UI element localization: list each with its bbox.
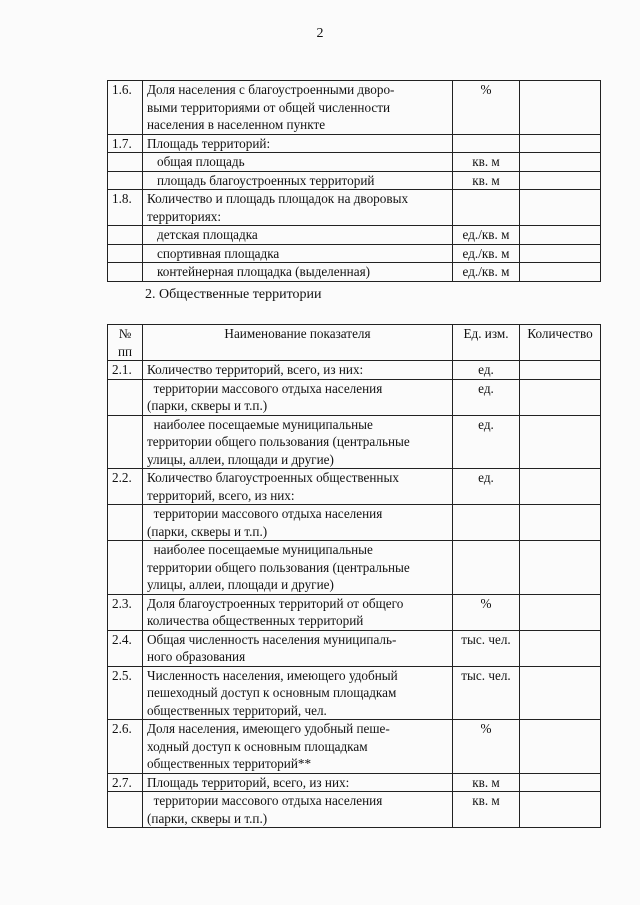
indicator-text-line: спортивная площадка <box>157 245 280 261</box>
indicator-text-line: ходный доступ к основным площадкам <box>147 738 368 754</box>
indicators-table-yards <box>107 80 601 282</box>
indicator-text-line: площадь благоустроенных территорий <box>157 172 375 188</box>
table-row <box>108 792 601 828</box>
indicator-text-line: Количество и площадь площадок на дворовых <box>147 191 409 206</box>
row-quantity-cell[interactable] <box>520 469 601 505</box>
indicator-text-line: Доля благоустроенных территорий от общего <box>147 595 404 611</box>
row-indicator-name <box>143 153 453 172</box>
table-row <box>108 134 601 153</box>
row-unit: % <box>453 720 520 774</box>
indicator-text-line: (парки, скверы и т.п.) <box>147 523 268 539</box>
indicator-text-line: общественных территорий** <box>147 756 312 771</box>
row-number <box>108 171 143 190</box>
indicator-text-line: наиболее посещаемые муниципальные <box>147 542 373 557</box>
row-quantity-cell[interactable] <box>520 630 601 666</box>
row-indicator-name <box>143 190 453 226</box>
row-indicator-name <box>143 720 453 774</box>
indicator-text-line: общая площадь <box>157 154 245 169</box>
indicator-text-line: территории общего пользования (центральные <box>147 434 410 449</box>
row-number <box>108 226 143 245</box>
row-unit: кв. м <box>453 171 520 190</box>
row-unit: % <box>453 594 520 630</box>
row-unit: ед./кв. м <box>453 263 520 282</box>
row-quantity-cell[interactable] <box>520 153 601 172</box>
row-quantity-cell[interactable] <box>520 361 601 380</box>
table-row <box>108 361 601 380</box>
row-number <box>108 505 143 541</box>
indicator-text-line: территории массового отдыха населения <box>147 380 383 396</box>
indicator-text-line: Количество благоустроенных общественных <box>147 470 399 485</box>
row-indicator-name <box>143 244 453 263</box>
indicator-text-line: количества общественных территорий <box>147 613 364 628</box>
indicator-text-line: Доля населения с благоустроенными дворо- <box>147 82 395 97</box>
table-row <box>108 666 601 720</box>
row-indicator-name <box>143 134 453 153</box>
indicator-text-line: территории массового отдыха населения <box>147 793 383 808</box>
row-unit <box>453 541 520 595</box>
row-quantity-cell[interactable] <box>520 594 601 630</box>
row-unit: ед. <box>453 415 520 469</box>
row-unit <box>453 190 520 226</box>
indicator-text-line: улицы, аллеи, площади и другие) <box>147 577 334 592</box>
row-indicator-name <box>143 505 453 541</box>
row-number: 2.1. <box>108 361 143 380</box>
header-unit: Ед. изм. <box>453 325 520 361</box>
row-unit: кв. м <box>453 153 520 172</box>
indicator-text-line: Доля населения, имеющего удобный пеше- <box>147 721 390 736</box>
indicator-text-line: контейнерная площадка (выделенная) <box>157 264 371 279</box>
row-number <box>108 244 143 263</box>
table-row <box>108 153 601 172</box>
indicators-table-public <box>107 324 601 828</box>
row-unit: кв. м <box>453 792 520 828</box>
indicator-text-line: наиболее посещаемые муниципальные <box>147 416 373 432</box>
row-quantity-cell[interactable] <box>520 171 601 190</box>
row-quantity-cell[interactable] <box>520 190 601 226</box>
row-number <box>108 415 143 469</box>
indicator-text-line: территории массового отдыха населения <box>147 506 383 521</box>
row-number <box>108 379 143 415</box>
row-quantity-cell[interactable] <box>520 134 601 153</box>
table-row <box>108 541 601 595</box>
row-number: 1.7. <box>108 134 143 153</box>
row-number: 2.2. <box>108 469 143 505</box>
indicator-text-line: пешеходный доступ к основным площадкам <box>147 685 397 700</box>
row-number: 1.6. <box>108 81 143 135</box>
row-number: 1.8. <box>108 190 143 226</box>
table-row <box>108 720 601 774</box>
row-quantity-cell[interactable] <box>520 541 601 595</box>
row-indicator-name <box>143 226 453 245</box>
indicator-text-line: ного образования <box>147 649 246 664</box>
table-row <box>108 171 601 190</box>
row-indicator-name <box>143 666 453 720</box>
row-number: 2.4. <box>108 630 143 666</box>
header-number-line: № <box>118 326 132 341</box>
row-unit: ед./кв. м <box>453 244 520 263</box>
row-number: 2.5. <box>108 666 143 720</box>
row-number: 2.6. <box>108 720 143 774</box>
row-unit: ед. <box>453 469 520 505</box>
table-row <box>108 379 601 415</box>
indicator-text-line: территориях: <box>147 208 222 224</box>
row-indicator-name <box>143 263 453 282</box>
row-indicator-name <box>143 81 453 135</box>
indicator-text-line: (парки, скверы и т.п.) <box>147 810 268 826</box>
indicator-text-line: (парки, скверы и т.п.) <box>147 398 268 413</box>
header-number <box>108 325 143 361</box>
row-number <box>108 541 143 595</box>
indicator-text-line: детская площадка <box>157 227 258 242</box>
table-row <box>108 81 601 135</box>
row-number: 2.3. <box>108 594 143 630</box>
indicator-text-line: Количество территорий, всего, из них: <box>147 362 364 377</box>
indicator-text-line: общественных территорий, чел. <box>147 702 327 718</box>
indicator-text-line: территорий, всего, из них: <box>147 487 295 503</box>
table-row <box>108 263 601 282</box>
row-quantity-cell[interactable] <box>520 415 601 469</box>
table-row <box>108 244 601 263</box>
table-row <box>108 226 601 245</box>
row-quantity-cell[interactable] <box>520 263 601 282</box>
table-header-row <box>108 325 601 361</box>
row-quantity-cell[interactable] <box>520 666 601 720</box>
table-row <box>108 594 601 630</box>
indicator-text-line: выми территориями от общей численности <box>147 99 391 115</box>
table-row <box>108 773 601 792</box>
row-quantity-cell[interactable] <box>520 720 601 774</box>
table-row <box>108 469 601 505</box>
row-quantity-cell[interactable] <box>520 379 601 415</box>
row-unit: кв. м <box>453 773 520 792</box>
indicator-text-line: населения в населенном пункте <box>147 117 326 132</box>
indicator-text-line: улицы, аллеи, площади и другие) <box>147 451 334 467</box>
table-row <box>108 630 601 666</box>
table-row <box>108 415 601 469</box>
table-row <box>108 190 601 226</box>
row-indicator-name <box>143 792 453 828</box>
section-heading: 2. Общественные территории <box>145 287 322 302</box>
row-indicator-name <box>143 541 453 595</box>
table-row <box>108 505 601 541</box>
row-quantity-cell[interactable] <box>520 81 601 135</box>
row-unit <box>453 134 520 153</box>
indicator-text-line: Площадь территорий, всего, из них: <box>147 774 350 790</box>
row-quantity-cell[interactable] <box>520 773 601 792</box>
row-number <box>108 792 143 828</box>
row-unit: ед./кв. м <box>453 226 520 245</box>
row-indicator-name <box>143 361 453 380</box>
row-indicator-name <box>143 379 453 415</box>
row-unit <box>453 505 520 541</box>
row-indicator-name <box>143 773 453 792</box>
row-indicator-name <box>143 469 453 505</box>
row-indicator-name <box>143 630 453 666</box>
row-unit: тыс. чел. <box>453 666 520 720</box>
header-number-line: пп <box>117 343 133 359</box>
row-unit: ед. <box>453 361 520 380</box>
indicator-text-line: Площадь территорий: <box>147 135 271 151</box>
row-number <box>108 153 143 172</box>
indicator-text-line: территории общего пользования (центральные <box>147 559 410 575</box>
row-indicator-name <box>143 415 453 469</box>
indicator-text-line: Численность населения, имеющего удобный <box>147 667 398 683</box>
row-number <box>108 263 143 282</box>
header-name: Наименование показателя <box>143 325 453 361</box>
row-quantity-cell[interactable] <box>520 244 601 263</box>
row-unit: ед. <box>453 379 520 415</box>
row-number: 2.7. <box>108 773 143 792</box>
row-indicator-name <box>143 171 453 190</box>
row-unit: тыс. чел. <box>453 630 520 666</box>
header-quantity: Количество <box>520 325 601 361</box>
page-number: 2 <box>316 26 324 41</box>
indicator-text-line: Общая численность населения муниципаль- <box>147 631 397 647</box>
row-indicator-name <box>143 594 453 630</box>
row-quantity-cell[interactable] <box>520 226 601 245</box>
row-quantity-cell[interactable] <box>520 505 601 541</box>
row-unit: % <box>453 81 520 135</box>
row-quantity-cell[interactable] <box>520 792 601 828</box>
